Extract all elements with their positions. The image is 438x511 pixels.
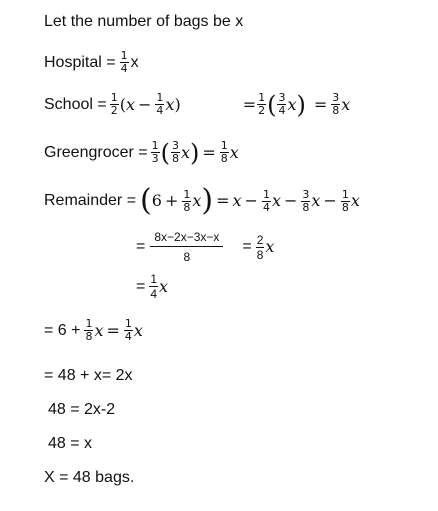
numerator: 1 <box>341 187 349 201</box>
variable: x <box>265 237 275 256</box>
step-three-fraction-2 <box>124 318 133 343</box>
denominator: 8 <box>85 330 93 343</box>
remainder-line <box>44 183 360 218</box>
numerator: 1 <box>110 91 118 104</box>
step-one-line <box>136 230 274 264</box>
school-fraction-5 <box>331 92 340 117</box>
denominator: 8 <box>220 152 228 165</box>
denominator: 8 <box>183 200 191 214</box>
step-three-line <box>44 318 143 343</box>
denominator: 2 <box>258 104 266 117</box>
equals-sign: = <box>216 191 230 210</box>
step-three-fraction-1 <box>84 318 93 343</box>
variable: x <box>271 191 281 210</box>
variable: x <box>133 320 143 340</box>
numerator: 1 <box>262 187 270 201</box>
denominator: 4 <box>262 200 270 214</box>
numerator: 1 <box>258 91 266 104</box>
numerator: 3 <box>302 187 310 201</box>
remainder-fraction-4 <box>341 189 350 214</box>
number-six: 6 <box>151 191 162 210</box>
numerator: 3 <box>332 91 340 104</box>
step-one-fraction-1 <box>150 230 223 264</box>
remainder-label: Remainder = <box>44 192 137 209</box>
numerator: 1 <box>220 139 228 152</box>
numerator: 1 <box>85 317 93 330</box>
left-paren: ( <box>160 138 170 167</box>
variable: x <box>229 142 239 162</box>
remainder-fraction-2 <box>262 189 271 214</box>
numerator: 1 <box>124 317 132 330</box>
greengrocer-fraction-3 <box>220 140 229 165</box>
step-two-fraction <box>149 272 158 301</box>
variable: x <box>125 94 135 114</box>
equals-sign: = <box>106 320 120 340</box>
variable: x <box>341 94 351 114</box>
equals-sign: = <box>202 142 216 162</box>
variable: x <box>311 191 321 210</box>
step-two-line <box>136 272 168 301</box>
school-fraction-2 <box>155 92 164 117</box>
equation-line-3 <box>48 436 92 452</box>
numerator: 1 <box>183 187 191 201</box>
denominator: 8 <box>341 200 349 214</box>
denominator: 8 <box>183 250 191 264</box>
equals-sign: = <box>242 94 257 114</box>
numerator: 3 <box>278 91 286 104</box>
numerator: 1 <box>120 49 128 62</box>
right-paren: ) <box>296 90 306 119</box>
equation-text: 48 = 2x-2 <box>48 401 116 418</box>
intro-text: Let the number of bags be x <box>44 13 244 30</box>
answer-text: X = 48 bags. <box>44 469 135 486</box>
plus-sign: + <box>164 191 179 210</box>
variable: x <box>232 191 242 210</box>
school-fraction-3 <box>257 92 266 117</box>
hospital-label: Hospital = <box>44 53 116 71</box>
equation-text: 48 = x <box>48 435 93 452</box>
greengrocer-line <box>44 140 239 165</box>
minus-sign: − <box>138 94 152 114</box>
remainder-fraction-3 <box>301 189 310 214</box>
intro-line <box>44 14 243 30</box>
school-line <box>44 92 424 117</box>
denominator: 8 <box>332 104 340 117</box>
variable: x <box>159 276 169 296</box>
school-label: School = <box>44 95 107 113</box>
right-paren: ) <box>201 183 214 218</box>
variable: x <box>94 320 104 340</box>
numerator: 1 <box>151 139 159 152</box>
equals-sign: = <box>313 94 328 114</box>
denominator: 4 <box>278 104 286 117</box>
remainder-fraction-1 <box>182 189 191 214</box>
left-paren: ( <box>267 90 277 119</box>
variable: x <box>180 142 191 162</box>
step-one-fraction-2 <box>256 233 265 262</box>
equation-line-1 <box>44 368 133 384</box>
variable: x <box>165 94 175 114</box>
answer-line <box>44 470 134 486</box>
variable: x <box>350 191 360 210</box>
variable: x <box>287 94 297 114</box>
denominator: 4 <box>156 104 164 117</box>
greengrocer-label: Greengrocer = <box>44 143 148 161</box>
right-paren: ) <box>174 94 181 114</box>
numerator: 8x−2x−3x−x <box>154 230 220 244</box>
variable: x <box>192 191 202 210</box>
equals-sign: = <box>242 238 252 255</box>
numerator: 3 <box>171 139 179 152</box>
denominator: 4 <box>120 62 128 75</box>
denominator: 4 <box>124 330 132 343</box>
hospital-fraction <box>120 50 129 75</box>
minus-sign: − <box>283 191 298 210</box>
denominator: 3 <box>151 152 159 165</box>
denominator: 8 <box>302 200 310 214</box>
denominator: 8 <box>256 247 264 262</box>
numerator: 1 <box>156 91 164 104</box>
equals-sign: = <box>136 277 146 295</box>
numerator: 1 <box>150 272 158 286</box>
numerator: 2 <box>256 232 264 247</box>
school-fraction-4 <box>277 92 286 117</box>
left-paren: ( <box>140 183 152 218</box>
denominator: 2 <box>110 104 118 117</box>
hospital-line <box>44 50 139 75</box>
equation-text: = 48 + x= 2x <box>44 367 133 384</box>
greengrocer-fraction-2 <box>171 140 180 165</box>
hospital-var: x <box>130 53 139 71</box>
greengrocer-fraction-1 <box>151 140 160 165</box>
minus-sign: − <box>244 191 258 210</box>
denominator: 8 <box>171 152 179 165</box>
right-paren: ) <box>190 138 200 167</box>
school-fraction-1 <box>110 92 119 117</box>
equals-sign: = <box>136 238 146 255</box>
denominator: 4 <box>150 287 158 301</box>
equation-line-2 <box>48 402 115 418</box>
left-paren: ( <box>119 94 126 114</box>
step-three-lead: = 6 + <box>44 321 81 339</box>
minus-sign: − <box>323 191 337 210</box>
